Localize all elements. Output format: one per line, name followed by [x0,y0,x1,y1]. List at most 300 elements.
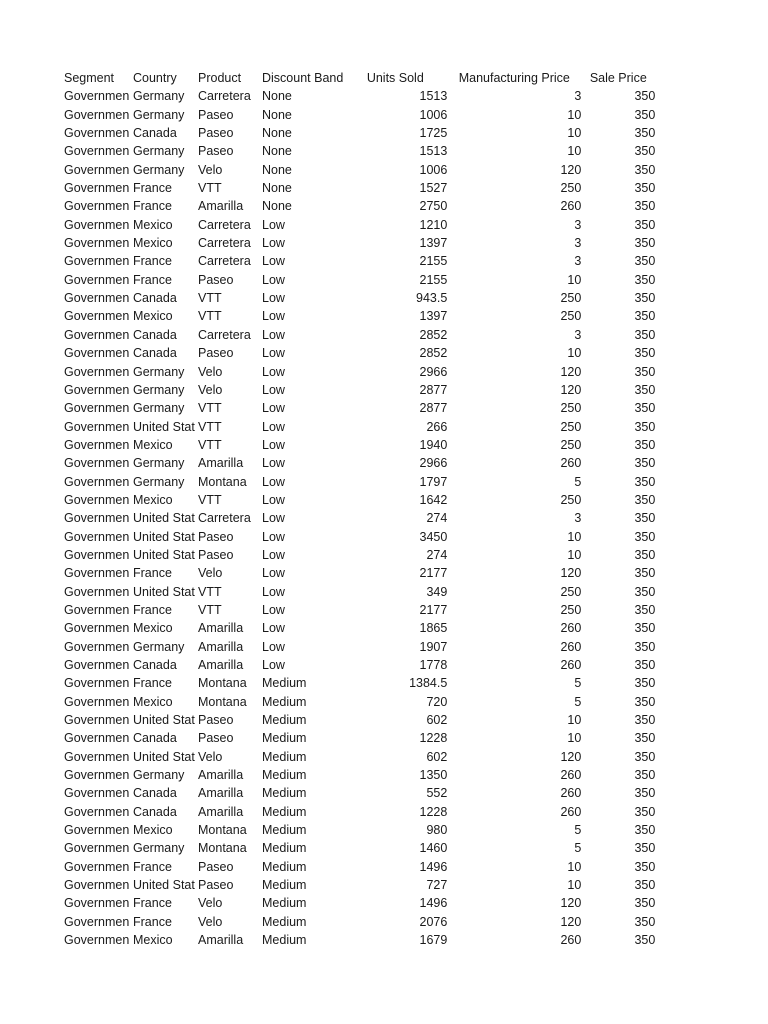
cell-country: Canada [133,786,177,801]
cell-discount-band: Low [262,566,285,581]
cell-manufacturing-price: 5 [574,676,582,691]
cell-country: Canada [133,291,177,306]
table-row [64,839,655,857]
cell-discount-band: Medium [262,694,307,709]
cell-country: Germany [133,456,185,471]
cell-manufacturing-price: 10 [567,346,582,361]
cell-segment: Governmen [64,181,130,196]
cell-sale-price: 350 [634,382,656,397]
cell-sale-price: 350 [634,602,656,617]
cell-product: Carretera [198,327,251,342]
cell-sale-price: 350 [634,621,656,636]
cell-manufacturing-price: 5 [574,694,582,709]
cell-units-sold: 2750 [419,199,448,214]
cell-discount-band: Low [262,639,285,654]
cell-country: Canada [133,804,177,819]
cell-segment: Governmen [64,419,130,434]
cell-manufacturing-price: 120 [560,162,582,177]
cell-units-sold: 1527 [419,181,448,196]
cell-segment: Governmen [64,199,130,214]
cell-units-sold: 1496 [419,859,448,874]
cell-units-sold: 1797 [419,474,448,489]
cell-manufacturing-price: 120 [560,566,582,581]
cell-sale-price: 350 [634,768,656,783]
cell-units-sold: 1725 [419,126,448,141]
cell-product: Amarilla [198,639,244,654]
cell-segment: Governmen [64,768,130,783]
cell-segment: Governmen [64,878,130,893]
cell-segment: Governmen [64,511,130,526]
cell-discount-band: Low [262,364,285,379]
cell-sale-price: 350 [634,529,656,544]
table-row [64,454,655,472]
cell-discount-band: Medium [262,859,307,874]
cell-country: France [133,914,172,929]
cell-segment: Governmen [64,731,130,746]
cell-manufacturing-price: 260 [560,658,582,672]
cell-country: France [133,199,172,214]
table-row [64,674,655,692]
cell-product: VTT [198,181,222,196]
cell-units-sold: 1350 [419,768,448,783]
table-row [64,638,655,656]
cell-units-sold: 2155 [419,254,448,269]
header-country: Country [133,71,177,85]
cell-country: France [133,676,172,691]
cell-manufacturing-price: 10 [567,713,582,728]
cell-product: VTT [198,401,222,416]
cell-product: Amarilla [198,768,244,783]
cell-units-sold: 266 [426,419,448,434]
cell-discount-band: None [262,89,292,104]
cell-discount-band: None [262,107,292,122]
cell-sale-price: 350 [634,309,656,324]
table-row [64,601,655,619]
cell-segment: Governmen [64,547,130,562]
cell-product: VTT [198,492,222,507]
cell-manufacturing-price: 250 [560,437,582,452]
cell-country: Canada [133,327,177,342]
cell-country: Canada [133,731,177,746]
table-row [64,197,655,215]
cell-units-sold: 1460 [419,841,448,856]
cell-manufacturing-price: 120 [560,749,582,764]
cell-units-sold: 943.5 [416,291,448,306]
cell-segment: Governmen [64,309,130,324]
table-row [64,399,655,417]
cell-sale-price: 350 [634,437,656,452]
table-row [64,106,655,124]
cell-manufacturing-price: 10 [567,731,582,746]
cell-product: Paseo [198,107,234,122]
cell-sale-price: 350 [634,584,656,599]
cell-manufacturing-price: 10 [567,107,582,122]
cell-manufacturing-price: 250 [560,419,582,434]
cell-segment: Governmen [64,786,130,801]
cell-sale-price: 350 [634,236,656,251]
cell-country: Mexico [133,309,173,324]
cell-discount-band: Low [262,327,285,342]
table-row [64,766,655,784]
table-row [64,894,655,912]
cell-units-sold: 2877 [419,401,448,416]
cell-units-sold: 1496 [419,896,448,911]
cell-sale-price: 350 [634,731,656,746]
header-product: Product [198,71,242,85]
cell-manufacturing-price: 260 [560,621,582,636]
cell-discount-band: Low [262,547,285,562]
cell-sale-price: 350 [634,914,656,929]
cell-country: Canada [133,346,177,361]
cell-manufacturing-price: 3 [574,217,582,232]
cell-units-sold: 602 [426,713,448,728]
cell-product: Velo [198,914,223,929]
cell-sale-price: 350 [634,419,656,434]
cell-manufacturing-price: 250 [560,602,582,617]
table-row [64,693,655,711]
cell-country: Mexico [133,437,173,452]
cell-country: France [133,859,172,874]
cell-country: France [133,181,172,196]
cell-sale-price: 350 [634,676,656,691]
cell-manufacturing-price: 5 [574,474,582,489]
cell-product: VTT [198,437,222,452]
cell-discount-band: Low [262,346,285,361]
cell-product: VTT [198,291,222,306]
cell-units-sold: 2852 [419,327,448,342]
cell-sale-price: 350 [634,272,656,287]
cell-product: Carretera [198,89,251,104]
cell-country: Canada [133,658,177,672]
cell-segment: Governmen [64,126,130,141]
cell-segment: Governmen [64,382,130,397]
cell-manufacturing-price: 250 [560,401,582,416]
cell-segment: Governmen [64,914,130,929]
header-row [64,69,655,87]
cell-discount-band: Low [262,217,285,232]
cell-segment: Governmen [64,272,130,287]
cell-sale-price: 350 [634,566,656,581]
cell-units-sold: 2177 [419,602,448,617]
cell-sale-price: 350 [634,126,656,141]
cell-product: Carretera [198,217,251,232]
cell-country: Mexico [133,823,173,838]
cell-sale-price: 350 [634,144,656,159]
cell-manufacturing-price: 10 [567,144,582,159]
cell-product: Amarilla [198,786,244,801]
cell-units-sold: 1679 [419,933,448,948]
cell-product: Paseo [198,529,234,544]
cell-product: Paseo [198,878,234,893]
cell-sale-price: 350 [634,89,656,104]
cell-sale-price: 350 [634,639,656,654]
cell-sale-price: 350 [634,162,656,177]
cell-sale-price: 350 [634,713,656,728]
table-row [64,142,655,160]
cell-sale-price: 350 [634,474,656,489]
table-row [64,418,655,436]
table-row [64,931,655,949]
cell-units-sold: 1210 [419,217,448,232]
table-row [64,344,655,362]
cell-discount-band: Low [262,272,285,287]
cell-discount-band: Medium [262,749,307,764]
cell-manufacturing-price: 5 [574,823,582,838]
cell-units-sold: 720 [426,694,448,709]
cell-manufacturing-price: 3 [574,236,582,251]
cell-country: Germany [133,382,185,397]
cell-manufacturing-price: 260 [560,804,582,819]
cell-sale-price: 350 [634,181,656,196]
cell-segment: Governmen [64,492,130,507]
cell-segment: Governmen [64,401,130,416]
cell-discount-band: Medium [262,841,307,856]
table-row [64,528,655,546]
cell-manufacturing-price: 10 [567,272,582,287]
cell-manufacturing-price: 250 [560,492,582,507]
cell-units-sold: 552 [426,786,448,801]
cell-product: VTT [198,419,222,434]
cell-sale-price: 350 [634,694,656,709]
header-sale-price: Sale Price [589,71,647,85]
table-row [64,234,655,252]
cell-country: France [133,254,172,269]
cell-discount-band: Low [262,291,285,306]
cell-country: Germany [133,474,185,489]
cell-product: Velo [198,382,223,397]
table-row [64,179,655,197]
cell-sale-price: 350 [634,401,656,416]
cell-product: Paseo [198,144,234,159]
cell-product: Montana [198,823,247,838]
table-row [64,381,655,399]
cell-product: Amarilla [198,621,244,636]
cell-units-sold: 1006 [419,162,448,177]
cell-product: Velo [198,896,223,911]
cell-sale-price: 350 [634,511,656,526]
table-row [64,913,655,931]
header-discount-band: Discount Band [262,71,344,85]
cell-units-sold: 2177 [419,566,448,581]
cell-product: VTT [198,602,222,617]
cell-segment: Governmen [64,749,130,764]
cell-discount-band: Medium [262,914,307,929]
cell-units-sold: 2966 [419,364,448,379]
cell-segment: Governmen [64,694,130,709]
cell-segment: Governmen [64,658,130,672]
cell-discount-band: Medium [262,768,307,783]
table-row [64,784,655,802]
cell-country: Germany [133,162,185,177]
cell-country: Mexico [133,236,173,251]
cell-product: Carretera [198,254,251,269]
cell-country: Germany [133,144,185,159]
cell-manufacturing-price: 10 [567,547,582,562]
cell-product: Paseo [198,272,234,287]
cell-country: France [133,896,172,911]
cell-units-sold: 1006 [419,107,448,122]
table-row [64,436,655,454]
cell-manufacturing-price: 260 [560,199,582,214]
cell-units-sold: 2877 [419,382,448,397]
cell-manufacturing-price: 3 [574,327,582,342]
table-row [64,619,655,637]
cell-discount-band: Medium [262,878,307,893]
cell-manufacturing-price: 120 [560,382,582,397]
cell-discount-band: None [262,181,292,196]
table-row [64,161,655,179]
cell-units-sold: 2076 [419,914,448,929]
table-row [64,326,655,344]
cell-sale-price: 350 [634,254,656,269]
cell-sale-price: 350 [634,364,656,379]
cell-country: France [133,602,172,617]
cell-discount-band: Low [262,254,285,269]
cell-manufacturing-price: 260 [560,768,582,783]
cell-discount-band: Low [262,309,285,324]
cell-segment: Governmen [64,602,130,617]
table-row [64,803,655,821]
table-row [64,509,655,527]
cell-country: United Stat [133,419,195,434]
cell-product: Paseo [198,713,234,728]
cell-country: United Stat [133,584,195,599]
table-row [64,473,655,491]
cell-sale-price: 350 [634,658,656,672]
cell-units-sold: 2966 [419,456,448,471]
table-row [64,87,655,105]
cell-units-sold: 1384.5 [409,676,448,691]
cell-units-sold: 980 [426,823,448,838]
cell-manufacturing-price: 250 [560,291,582,306]
cell-discount-band: Low [262,437,285,452]
cell-units-sold: 3450 [419,529,448,544]
cell-product: Velo [198,566,223,581]
cell-sale-price: 350 [634,804,656,819]
cell-country: Germany [133,768,185,783]
cell-segment: Governmen [64,236,130,251]
cell-manufacturing-price: 260 [560,933,582,948]
cell-units-sold: 1907 [419,639,448,654]
cell-manufacturing-price: 10 [567,859,582,874]
cell-segment: Governmen [64,584,130,599]
cell-discount-band: Medium [262,896,307,911]
table-row [64,729,655,747]
cell-discount-band: Medium [262,676,307,691]
cell-manufacturing-price: 5 [574,841,582,856]
cell-country: United Stat [133,547,195,562]
cell-product: Carretera [198,236,251,251]
cell-country: Germany [133,841,185,856]
cell-country: Mexico [133,492,173,507]
cell-product: Carretera [198,511,251,526]
cell-manufacturing-price: 250 [560,309,582,324]
cell-country: Mexico [133,694,173,709]
cell-units-sold: 1397 [419,236,448,251]
header-segment: Segment [64,71,115,85]
cell-product: Amarilla [198,456,244,471]
cell-discount-band: Low [262,492,285,507]
table-row [64,491,655,509]
cell-country: Mexico [133,217,173,232]
cell-segment: Governmen [64,841,130,856]
cell-discount-band: Low [262,511,285,526]
cell-country: United Stat [133,749,195,764]
cell-units-sold: 1228 [419,804,448,819]
cell-manufacturing-price: 260 [560,639,582,654]
table-row [64,546,655,564]
table-row [64,289,655,307]
cell-product: VTT [198,584,222,599]
cell-discount-band: Low [262,419,285,434]
cell-segment: Governmen [64,566,130,581]
cell-product: Amarilla [198,933,244,948]
cell-product: Paseo [198,731,234,746]
cell-discount-band: Low [262,529,285,544]
cell-product: VTT [198,309,222,324]
cell-segment: Governmen [64,346,130,361]
table-row [64,216,655,234]
cell-units-sold: 1865 [419,621,448,636]
cell-segment: Governmen [64,217,130,232]
cell-discount-band: Low [262,474,285,489]
table-row [64,124,655,142]
cell-country: United Stat [133,713,195,728]
cell-product: Montana [198,694,247,709]
cell-country: Mexico [133,621,173,636]
cell-sale-price: 350 [634,547,656,562]
cell-sale-price: 350 [634,823,656,838]
cell-product: Amarilla [198,199,244,214]
cell-manufacturing-price: 10 [567,878,582,893]
cell-segment: Governmen [64,437,130,452]
cell-sale-price: 350 [634,199,656,214]
cell-units-sold: 1940 [419,437,448,452]
cell-product: Paseo [198,126,234,141]
cell-segment: Governmen [64,107,130,122]
cell-country: France [133,566,172,581]
cell-manufacturing-price: 260 [560,786,582,801]
cell-country: Germany [133,639,185,654]
cell-discount-band: Medium [262,713,307,728]
cell-product: Paseo [198,859,234,874]
cell-manufacturing-price: 120 [560,896,582,911]
header-units-sold: Units Sold [366,71,424,85]
table-row [64,363,655,381]
cell-manufacturing-price: 120 [560,914,582,929]
cell-segment: Governmen [64,89,130,104]
cell-units-sold: 727 [426,878,448,893]
cell-segment: Governmen [64,823,130,838]
cell-units-sold: 1513 [419,144,448,159]
header-manufacturing-price: Manufacturing Price [458,71,570,85]
cell-discount-band: Low [262,658,285,672]
cell-segment: Governmen [64,144,130,159]
cell-units-sold: 1228 [419,731,448,746]
cell-manufacturing-price: 10 [567,529,582,544]
cell-product: Paseo [198,346,234,361]
cell-segment: Governmen [64,804,130,819]
table-row [64,711,655,729]
cell-sale-price: 350 [634,327,656,342]
cell-sale-price: 350 [634,492,656,507]
cell-segment: Governmen [64,639,130,654]
cell-sale-price: 350 [634,896,656,911]
cell-segment: Governmen [64,529,130,544]
table-row [64,858,655,876]
cell-product: Velo [198,162,223,177]
cell-sale-price: 350 [634,291,656,306]
